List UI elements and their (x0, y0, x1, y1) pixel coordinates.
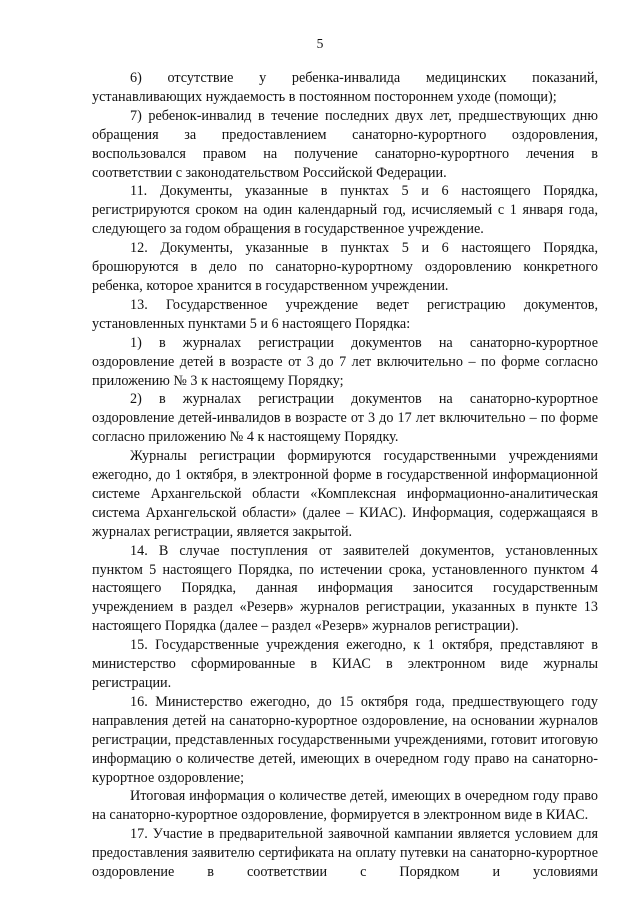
paragraph-clause-16: 16. Министерство ежегодно, до 15 октября года, предшествующего году направления детей на санаторно-курортное оздоровление, на основании журналов регистрации, представленных государственными учреждениями, готовит итоговую информацию о количестве детей, имеющих в очередном году право на санаторно-курортное оздоровление; (92, 693, 598, 786)
paragraph-clause-17: 17. Участие в предварительной заявочной кампании является условием для предоставления заявителю сертификата на оплату путевки на санаторно-курортное оздоровление в соответствии с Порядком и условиями (92, 826, 598, 881)
paragraph-clause-12: 12. Документы, указанные в пунктах 5 и 6 настоящего Порядка, брошюруются в дело по санаторно-курортному оздоровлению конкретного ребенка, которое хранится в государственном учреждении. (92, 240, 598, 294)
paragraph-clause-13-item-1: 1) в журналах регистрации документов на санаторно-курортное оздоровление детей в возрасте от 3 до 7 лет включительно – по форме согласно приложению № 3 к настоящему Порядку; (92, 334, 598, 389)
paragraph-registration-journals: Журналы регистрации формируются государственными учреждениями ежегодно, до 1 октября, в электронной форме в государственной информационной системе Архангельской области «Комплексная информационно-аналитическая система Архангельской области» (далее – КИАС). Информация, содержащаяся в журналах регистрации, является закрытой. (92, 448, 598, 540)
paragraph-clause-14: 14. В случае поступления от заявителей документов, установленных пунктом 5 настоящего Порядка, по истечении срока, установленного пунктом 4 настоящего Порядка, данная информация заносится государственным учреждением в раздел «Резерв» журналов регистрации, указанных в пункте 13 настоящего Порядка (далее – раздел «Резерв» журналов регистрации). (92, 542, 598, 635)
paragraph-final-information: Итоговая информация о количестве детей, имеющих в очередном году право на санаторно-курортное оздоровление, формируется в электронном виде в КИАС. (92, 788, 598, 824)
page-number: 5 (316, 36, 324, 51)
paragraph-clause-11: 11. Документы, указанные в пунктах 5 и 6 настоящего Порядка, регистрируются сроком на один календарный год, исчисляемый с 1 января года, следующего за годом обращения в государственное учреждение. (92, 183, 598, 238)
paragraph-item-6: 6) отсутствие у ребенка-инвалида медицинских показаний, устанавливающих нуждаемость в постоянном постороннем уходе (помощи); (92, 70, 598, 105)
paragraph-item-7: 7) ребенок-инвалид в течение последних двух лет, предшествующих дню обращения за предоставлением санаторно-курортного оздоровления, воспользовался правом на получение санаторно-курортного лечения в соответствии с законодательством Российской Федерации. (92, 107, 598, 181)
paragraph-clause-15: 15. Государственные учреждения ежегодно, к 1 октября, представляют в министерство сформированные в КИАС в электронном виде журналы регистрации. (92, 637, 598, 691)
paragraph-clause-13-item-2: 2) в журналах регистрации документов на санаторно-курортное оздоровление детей-инвалидов в возрасте от 3 до 17 лет включительно – по форме согласно приложению № 4 к настоящему Порядку. (92, 391, 598, 446)
paragraph-clause-13: 13. Государственное учреждение ведет регистрацию документов, установленных пунктами 5 и 6 настоящего Порядка: (92, 296, 598, 332)
document-body (92, 69, 598, 882)
